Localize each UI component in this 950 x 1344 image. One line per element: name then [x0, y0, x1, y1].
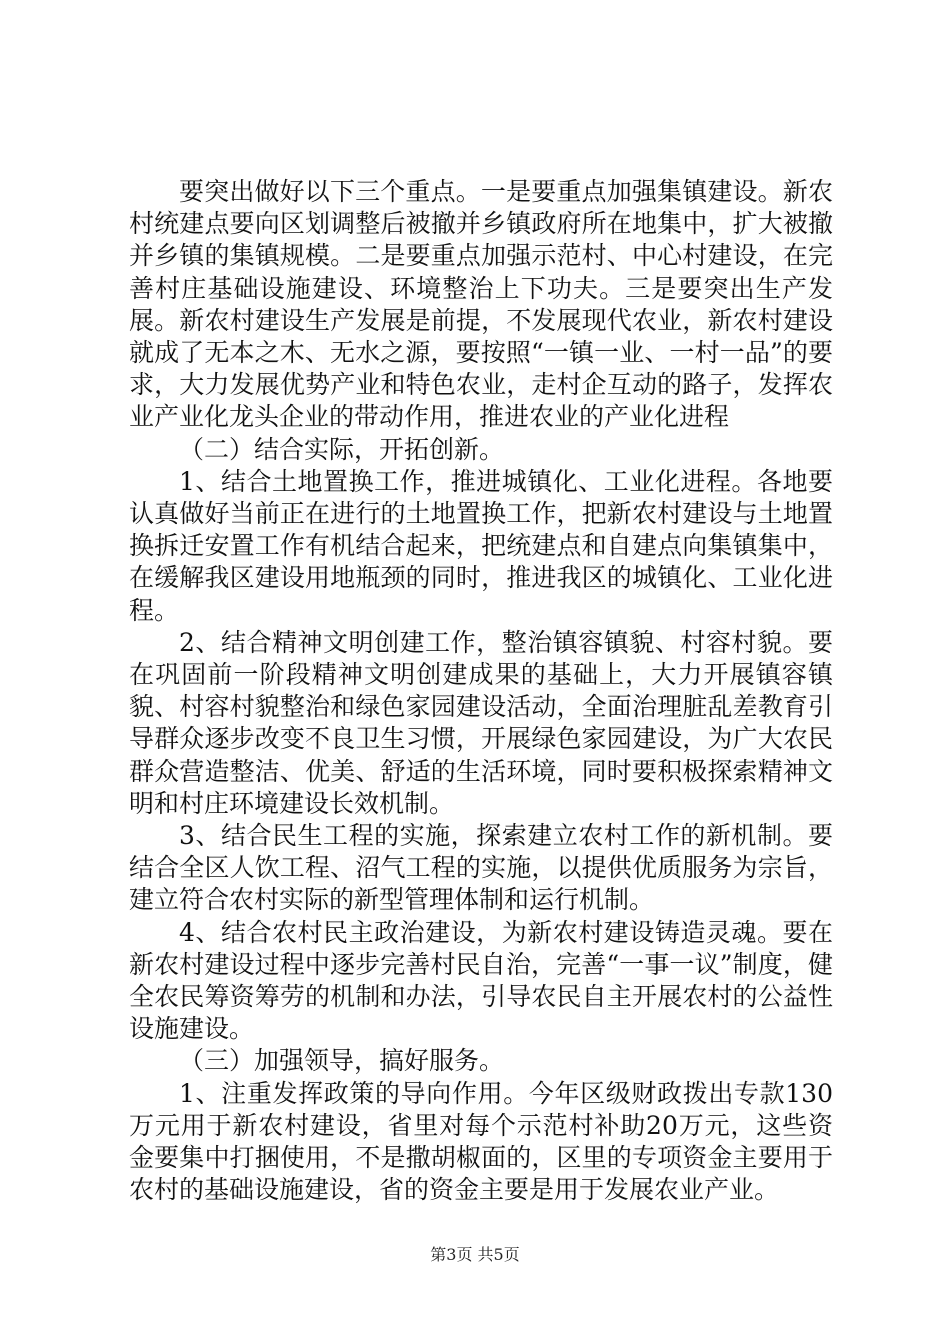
- paragraph-item-2: 2、结合精神文明创建工作，整治镇容镇貌、村容村貌。要在巩固前一阶段精神文明创建成果的基础上，大力开展镇容镇貌、村容村貌整治和绿色家园建设活动，全面治理脏乱差教育引导群众逐步改变不良卫生习惯，开展绿色家园建设，为广大农民群众营造整洁、优美、舒适的生活环境，同时要积极探索精神文明和村庄环境建设长效机制。: [129, 627, 833, 818]
- section-heading-2: （二）结合实际，开拓创新。: [179, 434, 505, 464]
- section-heading-3: （三）加强领导，搞好服务。: [179, 1046, 505, 1076]
- paragraph-item-3: 3、结合民生工程的实施，探索建立农村工作的新机制。要结合全区人饮工程、沼气工程的实施，以提供优质服务为宗旨，建立符合农村实际的新型管理体制和运行机制。: [129, 821, 833, 915]
- page-footer: 第3页 共5页: [430, 1245, 520, 1264]
- paragraph-item-1: 1、结合土地置换工作，推进城镇化、工业化进程。各地要认真做好当前正在进行的土地置换工作，把新农村建设与土地置换拆迁安置工作有机结合起来，把统建点和自建点向集镇集中，在缓解我区建设用地瓶颈的同时，推进我区的城镇化、工业化进程。: [129, 466, 833, 625]
- document-body: [129, 176, 833, 1207]
- paragraph-item-4: 4、结合农村民主政治建设，为新农村建设铸造灵魂。要在新农村建设过程中逐步完善村民自治，完善“一事一议”制度，健全农民筹资筹劳的机制和办法，引导农民自主开展农村的公益性设施建设。: [129, 917, 833, 1044]
- paragraph-section3-item-1: 1、注重发挥政策的导向作用。今年区级财政拨出专款130万元用于新农村建设，省里对每个示范村补助20万元，这些资金要集中打捆使用，不是撒胡椒面的，区里的专项资金主要用于农村的基础设施建设，省的资金主要是用于发展农业产业。: [129, 1078, 833, 1205]
- paragraph-key-points: 要突出做好以下三个重点。一是要重点加强集镇建设。新农村统建点要向区划调整后被撤并乡镇政府所在地集中，扩大被撤并乡镇的集镇规模。二是要重点加强示范村、中心村建设，在完善村庄基础设施建设、环境整治上下功夫。三是要突出生产发展。新农村建设生产发展是前提，不发展现代农业，新农村建设就成了无本之木、无水之源，要按照“一镇一业、一村一品”的要求，大力发展优势产业和特色农业，走村企互动的路子，发挥农业产业化龙头企业的带动作用，推进农业的产业化进程: [129, 177, 833, 432]
